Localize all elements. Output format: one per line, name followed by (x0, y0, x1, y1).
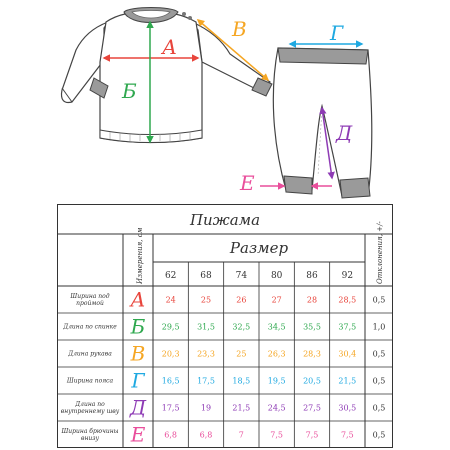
row-name: Длина рукава (68, 350, 112, 358)
row-value: 28,5 (338, 295, 357, 305)
row-value: 31,5 (197, 322, 215, 332)
label-g: Г (330, 21, 344, 45)
row-value: 34,5 (267, 322, 286, 332)
row-value: 16,5 (161, 376, 180, 386)
row-letter: Б (130, 314, 146, 339)
row-tolerance: 0,5 (372, 295, 386, 305)
row-tolerance: 0,5 (372, 376, 386, 386)
label-e: Е (240, 171, 255, 195)
size-label-74: 74 (235, 271, 248, 281)
row-value: 21,5 (338, 376, 357, 386)
row-value: 20,3 (161, 349, 180, 359)
row-value: 35,5 (303, 322, 321, 332)
row-value: 23,3 (197, 349, 215, 359)
row-value: 30,5 (338, 403, 357, 413)
row-tolerance: 0,5 (372, 430, 386, 440)
row-value: 17,5 (161, 403, 180, 413)
row-value: 7,5 (305, 430, 319, 440)
row-letter: Г (131, 368, 145, 393)
size-label-68: 68 (200, 271, 212, 281)
row-value: 32,5 (232, 322, 251, 332)
size-table (57, 204, 393, 448)
row-tolerance: 0,5 (372, 403, 386, 413)
row-tolerance: 0,5 (372, 349, 386, 359)
row-letter: А (130, 287, 146, 312)
row-value: 6,8 (199, 430, 213, 440)
size-header: Размер (229, 239, 289, 257)
row-letter: Е (130, 422, 146, 447)
garment-diagram (0, 0, 450, 205)
label-b: Б (122, 79, 137, 103)
row-value: 29,5 (161, 322, 180, 332)
row-value: 37,5 (338, 322, 357, 332)
row-value: 25 (200, 295, 212, 305)
row-value: 7 (238, 430, 244, 440)
row-tolerance: 1,0 (372, 322, 386, 332)
row-value: 19 (200, 403, 212, 413)
label-a: А (162, 35, 178, 59)
row-value: 24 (165, 295, 176, 305)
row-value: 17,5 (197, 376, 215, 386)
row-value: 28,3 (303, 349, 321, 359)
size-label-86: 86 (306, 271, 318, 281)
row-value: 27 (271, 295, 282, 305)
size-label-92: 92 (341, 271, 354, 281)
label-v: В (232, 17, 247, 41)
unit-label: Измерения, см (136, 227, 144, 284)
row-name: Длина по спинке (63, 323, 117, 331)
row-value: 28 (306, 295, 318, 305)
row-value: 26 (236, 295, 247, 305)
row-name: Длина по внутреннему шву (60, 401, 120, 415)
row-value: 24,5 (267, 403, 286, 413)
tolerance-label: Отклонения, +/- (376, 221, 384, 284)
label-d: Д (336, 121, 353, 145)
size-label-62: 62 (164, 271, 177, 281)
row-value: 30,4 (338, 349, 357, 359)
row-value: 20,5 (303, 376, 321, 386)
row-letter: Д (129, 395, 147, 420)
row-value: 7,5 (340, 430, 354, 440)
row-value: 6,8 (164, 430, 178, 440)
row-value: 21,5 (232, 403, 251, 413)
row-value: 26,3 (267, 349, 286, 359)
row-value: 25 (236, 349, 247, 359)
row-name: Ширина брючины внизу (61, 428, 119, 442)
row-value: 19,5 (267, 376, 286, 386)
row-name: Ширина пояса (66, 377, 114, 385)
table-title: Пижама (189, 211, 261, 229)
row-name: Ширина под проймой (70, 293, 110, 307)
row-value: 7,5 (270, 430, 284, 440)
pants-drawing (273, 48, 371, 198)
row-letter: В (130, 341, 146, 366)
row-value: 18,5 (232, 376, 251, 386)
size-label-80: 80 (270, 271, 283, 281)
row-value: 27,5 (303, 403, 321, 413)
